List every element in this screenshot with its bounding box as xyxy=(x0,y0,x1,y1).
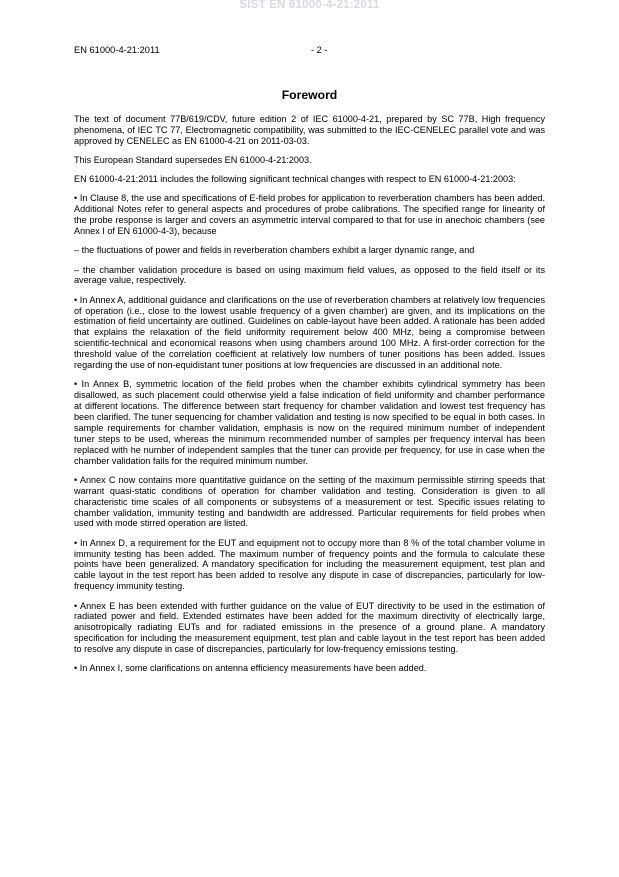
paragraph: The text of document 77B/619/CDV, future edition 2 of IEC 61000-4-21, prepared by SC 77B, High frequency phenomena, of IEC TC 77, Electromagnetic compatibility, was submitted to the IEC-CENELEC parallel vote and was approved by CENELEC as EN 61000-4-21 on 2011-03-03. xyxy=(74,114,545,146)
paragraph: • In Annex A, additional guidance and clarifications on the use of reverberation chambers at relatively low frequencies of operation (i.e., close to the lowest usable frequency of a given chamber) are given, and its implications on the estimation of field uncertainty are outlined. Guidelines on cable-layout have been added. A rationale has been added that explains the relaxation of the field uniformity requirement below 400 MHz, being a compromise between scientific-technical and economical reasons when using chambers around 100 MHz. A first-order correction for the threshold value of the correlation coefficient at relatively low numbers of tuner positions has been added. Issues regarding the use of non-equidistant tuner positions at low frequencies are discussed in an additional note. xyxy=(74,294,545,371)
document-id: EN 61000-4-21:2011 xyxy=(74,45,160,55)
paragraph: – the chamber validation procedure is based on using maximum field values, as opposed to the field itself or its average value, respectively. xyxy=(74,264,545,286)
body-text xyxy=(74,114,545,683)
paragraph: • Annex C now contains more quantitative guidance on the setting of the maximum permissible stirring speeds that warrant quasi-static conditions of operation for chamber validation and testing. Consideration is given to all characteristic time scales of all components or subsystems of a measurement or test. Specific issues relating to chamber validation, immunity testing and bandwidth are addressed. Particular requirements for field probes when used with mode stirred operation are listed. xyxy=(74,474,545,529)
page-number: - 2 - xyxy=(311,45,328,55)
paragraph: • In Annex I, some clarifications on antenna efficiency measurements have been added. xyxy=(74,663,427,674)
paragraph: EN 61000-4-21:2011 includes the following significant technical changes with respect to EN 61000-4-21:2003: xyxy=(74,174,516,185)
paragraph: – the fluctuations of power and fields in reverberation chambers exhibit a larger dynamic range, and xyxy=(74,245,475,256)
paragraph: • Annex E has been extended with further guidance on the value of EUT directivity to be used in the estimation of radiated power and field. Extended estimates have been added for the maximum directivity of electrically large, anisotropically radiating EUTs and for radiated emissions in the presence of a ground plane. A mandatory specification for including the measurement equipment, test plan and cable layout in the test report has been added to resolve any dispute in case of discrepancies, particularly for low-frequency emissions testing. xyxy=(74,600,545,655)
paragraph: • In Annex D, a requirement for the EUT and equipment not to occupy more than 8 % of the total chamber volume in immunity testing has been added. The maximum number of frequency points and the formula to calculate these points have been generalized. A mandatory specification for including the measurement equipment, test plan and cable layout in the test report has been added to resolve any dispute in case of discrepancies, particularly for low-frequency immunity testing. xyxy=(74,537,545,592)
watermark: SIST EN 61000-4-21:2011 xyxy=(239,0,380,11)
section-title: Foreword xyxy=(281,88,338,102)
paragraph: This European Standard supersedes EN 61000-4-21:2003. xyxy=(74,155,312,166)
paragraph: • In Clause 8, the use and specifications of E-field probes for application to reverberation chambers has been added. Additional Notes refer to general aspects and procedures of probe calibrations. The specified range for linearity of the probe response is larger and covers an asymmetric interval compared to that for use in anechoic chambers (see Annex I of EN 61000-4-3), because xyxy=(74,193,545,237)
paragraph: • In Annex B, symmetric location of the field probes when the chamber exhibits cylindrical symmetry has been disallowed, as such placement could otherwise yield a false indication of field uniformity and chamber performance at different locations. The difference between start frequency for chamber validation and lowest test frequency has been clarified. The tuner sequencing for chamber validation and testing is now specified to be equal in both cases. In sample requirements for chamber validation, emphasis is now on the required minimum number of independent tuner steps to be used, whereas the minimum recommended number of samples per frequency interval has been replaced with he number of independent samples that the tuner can provide per frequency, for use in case when the chamber validation fails for the required minimum number. xyxy=(74,379,545,466)
